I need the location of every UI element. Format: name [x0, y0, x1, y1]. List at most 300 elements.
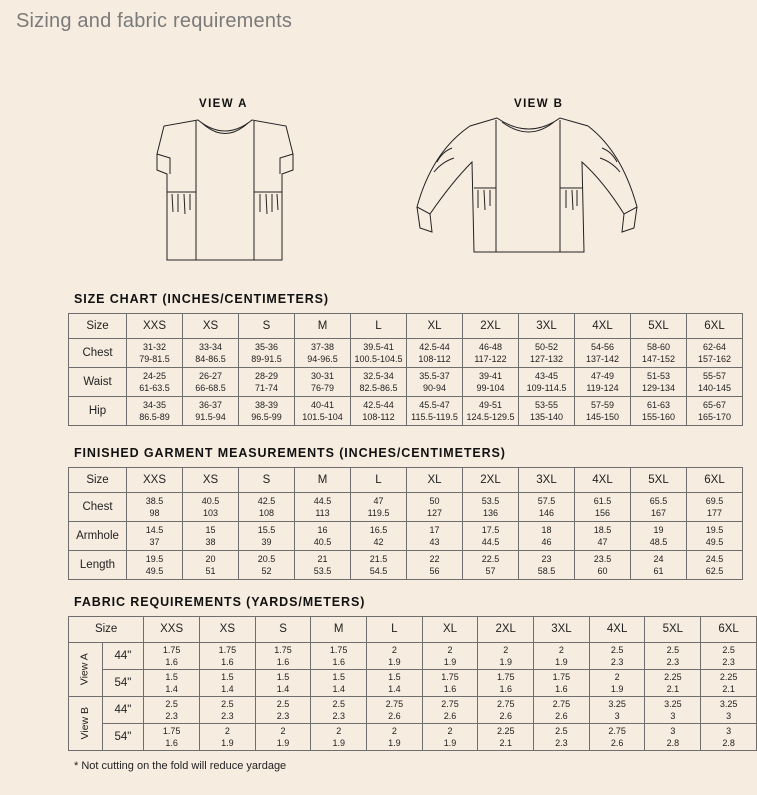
measure-cell	[407, 493, 463, 522]
value-primary: 19.5	[145, 553, 164, 564]
measure-cell	[687, 368, 743, 397]
value-secondary: 38	[205, 537, 216, 547]
measure-cell	[127, 339, 183, 368]
value-secondary: 1.6	[499, 684, 512, 694]
measure-cell	[295, 551, 351, 580]
fabric-cell	[478, 670, 534, 697]
value-secondary: 2.3	[165, 711, 178, 721]
fabric-cell	[589, 670, 645, 697]
fabric-cell	[144, 697, 200, 724]
table-row	[69, 724, 757, 751]
fabric-cell	[311, 643, 367, 670]
size-col-header: XXS	[127, 314, 183, 339]
fabric-width: 44"	[102, 697, 144, 724]
value-primary: 18.5	[593, 524, 612, 535]
fabric-cell	[422, 670, 478, 697]
value-primary: 1.75	[162, 644, 181, 655]
measure-cell	[407, 339, 463, 368]
value-secondary: 2.3	[722, 657, 735, 667]
value-primary: 58-60	[646, 341, 671, 352]
fabric-cell	[701, 643, 757, 670]
value-secondary: 1.6	[555, 684, 568, 694]
value-secondary: 40.5	[313, 537, 332, 547]
size-col-header: XXS	[144, 617, 200, 643]
value-secondary: 57	[485, 566, 496, 576]
value-secondary: 39	[261, 537, 272, 547]
measure-cell	[351, 368, 407, 397]
value-primary: 23	[541, 553, 552, 564]
view-b-sketch	[412, 112, 642, 262]
value-secondary: 37	[149, 537, 160, 547]
value-primary: 2.75	[552, 698, 571, 709]
value-secondary: 99-104	[476, 383, 505, 393]
row-label: Armhole	[69, 522, 127, 551]
value-secondary: 147-152	[641, 354, 676, 364]
value-primary: 21	[317, 553, 328, 564]
table-row	[69, 493, 743, 522]
value-primary: 47-49	[590, 370, 615, 381]
size-col-header: XL	[407, 314, 463, 339]
table-row	[69, 339, 743, 368]
measure-cell	[631, 339, 687, 368]
value-secondary: 76-79	[310, 383, 335, 393]
value-primary: 2.5	[555, 725, 568, 736]
value-primary: 36-37	[198, 399, 223, 410]
value-secondary: 135-140	[529, 412, 564, 422]
size-col-header: XS	[183, 468, 239, 493]
value-secondary: 79-81.5	[139, 354, 170, 364]
row-label: Chest	[69, 493, 127, 522]
fabric-cell	[478, 724, 534, 751]
measure-cell	[407, 522, 463, 551]
value-primary: 69.5	[705, 495, 724, 506]
fabric-cell	[255, 697, 311, 724]
value-primary: 38.5	[145, 495, 164, 506]
measure-cell	[463, 397, 519, 426]
value-secondary: 61-63.5	[139, 383, 170, 393]
value-primary: 35.5-37	[419, 370, 450, 381]
value-secondary: 127	[426, 508, 443, 518]
value-primary: 2.25	[719, 671, 738, 682]
value-primary: 3.25	[608, 698, 626, 709]
value-secondary: 108-112	[418, 354, 451, 364]
value-secondary: 2.3	[666, 657, 680, 667]
measure-cell	[463, 522, 519, 551]
size-col-header: XL	[407, 468, 463, 493]
value-secondary: 1.4	[332, 684, 345, 694]
value-primary: 2.75	[496, 698, 515, 709]
value-secondary: 101.5-104	[302, 412, 343, 422]
fabric-cell	[534, 697, 590, 724]
value-secondary: 2.1	[499, 738, 512, 748]
size-col-header: S	[239, 314, 295, 339]
value-primary: 1.5	[221, 671, 234, 682]
fabric-width: 54"	[102, 670, 144, 697]
value-primary: 24-25	[142, 370, 167, 381]
table-row	[69, 697, 757, 724]
table-row	[69, 397, 743, 426]
value-secondary: 3	[670, 711, 676, 721]
fabric-cell	[701, 670, 757, 697]
value-secondary: 44.5	[481, 537, 500, 547]
value-primary: 2	[503, 644, 509, 655]
value-primary: 26-27	[198, 370, 223, 381]
value-primary: 23.5	[593, 553, 612, 564]
value-secondary: 2.3	[610, 657, 624, 667]
measure-cell	[687, 493, 743, 522]
value-primary: 49-51	[478, 399, 503, 410]
value-secondary: 1.9	[276, 738, 290, 748]
measure-cell	[183, 493, 239, 522]
value-primary: 14.5	[145, 524, 164, 535]
value-primary: 47	[373, 495, 384, 506]
header-row	[69, 617, 757, 643]
value-primary: 28-29	[254, 370, 279, 381]
size-col-header: 5XL	[631, 468, 687, 493]
value-secondary: 136	[482, 508, 499, 518]
measure-cell	[575, 397, 631, 426]
size-col-header: S	[255, 617, 311, 643]
value-secondary: 1.4	[221, 684, 234, 694]
size-col-header: 4XL	[575, 468, 631, 493]
fabric-cell	[422, 643, 478, 670]
value-primary: 2	[391, 725, 397, 736]
value-primary: 17	[429, 524, 440, 535]
value-primary: 22	[429, 553, 440, 564]
size-chart-title: SIZE CHART (INCHES/CENTIMETERS)	[74, 292, 329, 306]
value-secondary: 49.5	[145, 566, 164, 576]
value-secondary: 1.6	[276, 657, 290, 667]
value-secondary: 113	[315, 508, 330, 518]
value-primary: 24	[653, 553, 664, 564]
value-secondary: 1.6	[165, 657, 178, 667]
value-primary: 39-41	[478, 370, 503, 381]
measure-cell	[463, 493, 519, 522]
measure-cell	[351, 339, 407, 368]
page-title: Sizing and fabric requirements	[16, 10, 293, 32]
fabric-cell	[367, 643, 423, 670]
value-secondary: 53.5	[313, 566, 332, 576]
value-secondary: 2.6	[443, 711, 457, 721]
value-primary: 2.5	[165, 698, 178, 709]
value-primary: 2.5	[276, 698, 290, 709]
measure-cell	[407, 368, 463, 397]
value-primary: 18	[541, 524, 552, 535]
value-secondary: 100.5-104.5	[354, 354, 403, 364]
measure-cell	[463, 339, 519, 368]
value-primary: 45.5-47	[419, 399, 450, 410]
value-secondary: 1.9	[499, 657, 512, 667]
value-primary: 1.5	[276, 671, 290, 682]
size-col-header: 3XL	[519, 468, 575, 493]
value-secondary: 2.3	[332, 711, 345, 721]
measure-cell	[351, 397, 407, 426]
value-primary: 21.5	[369, 553, 388, 564]
value-secondary: 46	[541, 537, 552, 547]
value-secondary: 1.6	[443, 684, 457, 694]
value-primary: 2	[224, 725, 230, 736]
value-primary: 2.25	[664, 671, 682, 682]
measure-cell	[687, 339, 743, 368]
value-secondary: 108	[258, 508, 275, 518]
value-secondary: 47	[597, 537, 608, 547]
size-col-header: 6XL	[701, 617, 757, 643]
value-secondary: 155-160	[641, 412, 676, 422]
value-primary: 2	[280, 725, 286, 736]
value-primary: 20	[205, 553, 216, 564]
value-primary: 1.5	[388, 671, 401, 682]
fabric-cell	[645, 724, 701, 751]
value-primary: 2	[336, 725, 342, 736]
fabric-requirements-title: FABRIC REQUIREMENTS (YARDS/METERS)	[74, 595, 366, 609]
measure-cell	[631, 522, 687, 551]
size-col-header: M	[295, 314, 351, 339]
fabric-cell	[701, 724, 757, 751]
measure-cell	[127, 397, 183, 426]
measure-cell	[351, 493, 407, 522]
value-primary: 31-32	[142, 341, 167, 352]
value-primary: 24.5	[705, 553, 724, 564]
view-a-sketch	[150, 112, 300, 272]
finished-measurements-table	[68, 467, 743, 580]
value-primary: 46-48	[478, 341, 503, 352]
fabric-cell	[478, 697, 534, 724]
fabric-cell	[311, 697, 367, 724]
value-primary: 3.25	[664, 698, 682, 709]
value-secondary: 177	[706, 508, 723, 518]
fabric-cell	[311, 670, 367, 697]
value-primary: 65.5	[649, 495, 668, 506]
value-primary: 2.5	[221, 698, 234, 709]
row-label: Chest	[69, 339, 127, 368]
fabric-cell	[589, 643, 645, 670]
value-secondary: 127-132	[529, 354, 564, 364]
measure-cell	[519, 493, 575, 522]
value-primary: 2.5	[610, 644, 624, 655]
value-secondary: 2.6	[388, 711, 401, 721]
size-col-header: L	[367, 617, 423, 643]
value-primary: 3	[726, 725, 732, 736]
measure-cell	[295, 522, 351, 551]
fabric-cell	[200, 697, 256, 724]
value-primary: 16	[317, 524, 328, 535]
measure-cell	[351, 551, 407, 580]
row-label: Length	[69, 551, 127, 580]
fabric-cell	[367, 670, 423, 697]
value-secondary: 98	[149, 508, 160, 518]
fabric-cell	[200, 670, 256, 697]
fabric-cell	[255, 643, 311, 670]
size-col-header: L	[351, 468, 407, 493]
value-primary: 38-39	[254, 399, 279, 410]
value-primary: 37-38	[310, 341, 335, 352]
fabric-cell	[144, 670, 200, 697]
value-primary: 42.5-44	[419, 341, 450, 352]
measure-cell	[407, 551, 463, 580]
measure-cell	[351, 522, 407, 551]
measure-cell	[687, 397, 743, 426]
size-col-header: 2XL	[463, 468, 519, 493]
measure-cell	[631, 368, 687, 397]
fabric-cell	[255, 724, 311, 751]
value-primary: 50	[429, 495, 440, 506]
value-primary: 1.75	[274, 644, 292, 655]
value-primary: 57.5	[537, 495, 556, 506]
value-secondary: 51	[205, 566, 216, 576]
measure-cell	[519, 368, 575, 397]
value-secondary: 1.6	[332, 657, 345, 667]
size-col-header: L	[351, 314, 407, 339]
measure-cell	[127, 551, 183, 580]
value-primary: 3	[670, 725, 676, 736]
value-primary: 54-56	[590, 341, 615, 352]
value-secondary: 2.6	[610, 738, 624, 748]
value-secondary: 145-150	[585, 412, 620, 422]
value-secondary: 2.3	[555, 738, 568, 748]
measure-cell	[295, 368, 351, 397]
value-secondary: 54.5	[369, 566, 388, 576]
measure-cell	[183, 368, 239, 397]
value-primary: 2.5	[666, 644, 680, 655]
value-primary: 2.25	[496, 725, 515, 736]
table-row	[69, 670, 757, 697]
fabric-requirements-table	[68, 616, 757, 751]
fabric-cell	[701, 697, 757, 724]
measure-cell	[239, 551, 295, 580]
view-group-label	[69, 643, 103, 697]
value-secondary: 2.3	[221, 711, 234, 721]
value-secondary: 119-124	[586, 383, 619, 393]
fabric-width: 54"	[102, 724, 144, 751]
value-secondary: 2.8	[722, 738, 735, 748]
value-primary: 2	[558, 644, 564, 655]
value-secondary: 3	[614, 711, 620, 721]
size-col-header: 3XL	[519, 314, 575, 339]
value-secondary: 156	[594, 508, 611, 518]
measure-cell	[239, 493, 295, 522]
fabric-cell	[478, 643, 534, 670]
value-primary: 62-64	[702, 341, 727, 352]
value-primary: 32.5-34	[363, 370, 394, 381]
view-a-label: VIEW A	[199, 98, 248, 110]
value-secondary: 1.6	[165, 738, 178, 748]
header-row	[69, 468, 743, 493]
value-primary: 50-52	[534, 341, 559, 352]
value-primary: 55-57	[702, 370, 727, 381]
fabric-cell	[311, 724, 367, 751]
value-primary: 39.5-41	[363, 341, 394, 352]
value-primary: 15.5	[257, 524, 276, 535]
value-primary: 35-36	[254, 341, 279, 352]
value-secondary: 2.1	[666, 684, 680, 694]
fabric-cell	[645, 670, 701, 697]
value-secondary: 117-122	[474, 354, 507, 364]
value-primary: 2.5	[332, 698, 345, 709]
fabric-cell	[200, 724, 256, 751]
value-secondary: 1.9	[388, 738, 401, 748]
value-primary: 2.75	[608, 725, 626, 736]
value-secondary: 108-112	[362, 412, 395, 422]
value-secondary: 167	[650, 508, 667, 518]
measure-cell	[295, 339, 351, 368]
value-secondary: 56	[429, 566, 440, 576]
value-secondary: 1.6	[221, 657, 234, 667]
value-secondary: 2.1	[722, 684, 735, 694]
value-primary: 22.5	[481, 553, 500, 564]
value-primary: 2	[447, 644, 453, 655]
measure-cell	[519, 397, 575, 426]
fabric-cell	[255, 670, 311, 697]
measure-cell	[575, 493, 631, 522]
value-primary: 16.5	[369, 524, 388, 535]
fabric-cell	[144, 643, 200, 670]
value-primary: 2	[447, 725, 453, 736]
table-row	[69, 522, 743, 551]
size-col-header: XS	[183, 314, 239, 339]
value-primary: 53-55	[534, 399, 559, 410]
value-primary: 43-45	[534, 370, 559, 381]
fabric-cell	[645, 643, 701, 670]
value-primary: 30-31	[310, 370, 335, 381]
value-primary: 3.25	[719, 698, 738, 709]
measure-cell	[407, 397, 463, 426]
footnote: * Not cutting on the fold will reduce yardage	[74, 760, 287, 772]
fabric-cell	[534, 724, 590, 751]
value-primary: 2	[614, 671, 620, 682]
value-secondary: 1.9	[388, 657, 401, 667]
fabric-cell	[367, 724, 423, 751]
measure-cell	[239, 339, 295, 368]
fabric-cell	[144, 724, 200, 751]
size-col-header: 3XL	[534, 617, 590, 643]
measure-cell	[295, 493, 351, 522]
value-secondary: 2.6	[499, 711, 512, 721]
value-secondary: 146	[538, 508, 555, 518]
size-col-header: XXS	[127, 468, 183, 493]
value-secondary: 52	[261, 566, 272, 576]
size-col-header: XL	[422, 617, 478, 643]
measure-cell	[687, 522, 743, 551]
size-col-header: 2XL	[478, 617, 534, 643]
value-primary: 1.75	[552, 671, 571, 682]
value-primary: 57-59	[590, 399, 615, 410]
measure-cell	[519, 522, 575, 551]
value-secondary: 49.5	[705, 537, 724, 547]
size-header: Size	[69, 617, 144, 643]
value-primary: 33-34	[198, 341, 223, 352]
value-primary: 1.5	[332, 671, 345, 682]
measure-cell	[183, 551, 239, 580]
measure-cell	[631, 551, 687, 580]
value-secondary: 89-91.5	[251, 354, 282, 364]
fabric-cell	[422, 724, 478, 751]
value-primary: 2.75	[441, 698, 459, 709]
size-col-header: S	[239, 468, 295, 493]
measure-cell	[519, 339, 575, 368]
value-primary: 1.5	[165, 671, 178, 682]
measure-cell	[463, 368, 519, 397]
value-secondary: 129-134	[641, 383, 676, 393]
size-col-header: M	[295, 468, 351, 493]
value-primary: 1.75	[441, 671, 459, 682]
value-secondary: 1.9	[443, 738, 457, 748]
size-col-header: 2XL	[463, 314, 519, 339]
measure-cell	[183, 522, 239, 551]
measure-cell	[575, 522, 631, 551]
value-primary: 40-41	[310, 399, 335, 410]
value-primary: 19	[653, 524, 664, 535]
size-chart-table	[68, 313, 743, 426]
